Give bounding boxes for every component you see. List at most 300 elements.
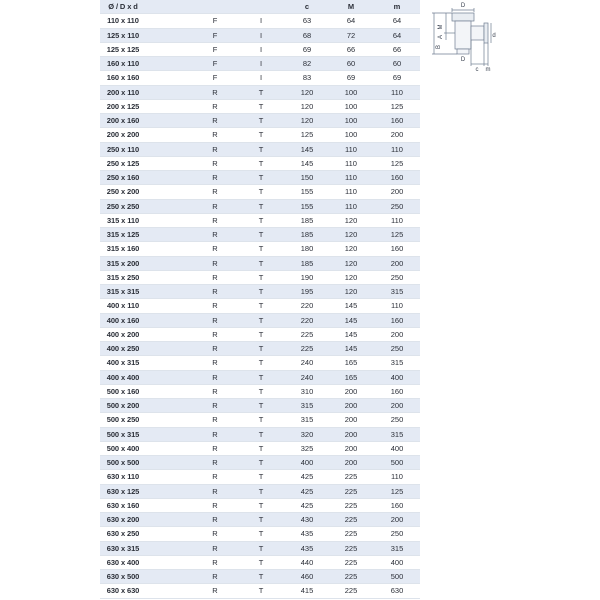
- form-code-cell: T: [258, 358, 264, 368]
- c-value-cell: 195: [300, 287, 314, 296]
- table-row: [100, 143, 420, 157]
- table-row: [100, 314, 420, 328]
- size-cell: 200 x 200: [106, 130, 140, 140]
- c-value-cell: 240: [300, 358, 314, 368]
- big-m-value-cell: 225: [344, 472, 358, 482]
- type-code-cell: R: [212, 173, 218, 182]
- tee-fitting-diagram: [426, 0, 500, 76]
- label-b: B: [436, 44, 442, 50]
- form-code-cell: T: [258, 173, 264, 182]
- table-row: [100, 371, 420, 385]
- size-cell: 500 x 400: [106, 443, 140, 453]
- type-code-cell: R: [212, 515, 218, 524]
- table-row: [100, 200, 420, 214]
- c-value-cell: 430: [300, 515, 314, 524]
- c-value-cell: 435: [300, 529, 314, 539]
- small-m-value-cell: 400: [390, 372, 404, 382]
- form-code-cell: T: [258, 287, 264, 296]
- big-m-value-cell: 200: [344, 429, 358, 439]
- label-small-m: m: [485, 67, 491, 73]
- label-small-d: d: [492, 33, 496, 39]
- table-row: [100, 171, 420, 185]
- form-code-cell: T: [258, 429, 264, 439]
- type-code-cell: R: [212, 315, 218, 325]
- big-m-value-cell: 120: [344, 244, 358, 254]
- small-m-value-cell: 160: [390, 386, 404, 396]
- table-row: [100, 214, 420, 228]
- small-m-value-cell: 110: [391, 87, 403, 97]
- form-code-cell: T: [258, 201, 264, 211]
- big-m-value-cell: 110: [345, 173, 357, 182]
- type-code-cell: R: [212, 329, 218, 339]
- size-cell: 200 x 110: [106, 87, 140, 97]
- size-cell: 315 x 250: [106, 272, 140, 282]
- form-code-cell: T: [258, 101, 264, 111]
- bottom-spigot-outline: [457, 49, 469, 54]
- c-value-cell: 155: [300, 201, 314, 211]
- c-value-cell: 69: [302, 44, 312, 54]
- size-cell: 630 x 500: [106, 572, 140, 581]
- big-m-value-cell: 110: [345, 187, 357, 197]
- small-m-header: m: [393, 2, 401, 11]
- form-code-cell: T: [258, 130, 264, 140]
- type-code-cell: F: [212, 44, 218, 54]
- form-code-cell: T: [258, 543, 264, 553]
- c-value-cell: 190: [300, 272, 314, 282]
- size-cell: 315 x 110: [106, 215, 140, 225]
- type-code-cell: R: [212, 287, 218, 296]
- small-m-value-cell: 500: [390, 458, 404, 467]
- branch-socket-outline: [484, 23, 488, 43]
- form-code-cell: T: [258, 401, 264, 410]
- big-m-value-cell: 225: [344, 586, 358, 596]
- small-m-value-cell: 315: [390, 543, 404, 553]
- type-code-cell: R: [212, 415, 218, 425]
- c-value-cell: 145: [300, 144, 314, 154]
- size-cell: 250 x 200: [106, 187, 140, 197]
- small-m-value-cell: 160: [390, 244, 404, 254]
- small-m-value-cell: 110: [391, 472, 403, 482]
- size-cell: 250 x 250: [106, 201, 140, 211]
- size-cell: 315 x 200: [106, 258, 140, 268]
- size-cell: 630 x 315: [106, 543, 140, 553]
- size-cell: 400 x 315: [106, 358, 140, 368]
- big-m-value-cell: 64: [346, 16, 356, 26]
- form-code-cell: T: [258, 486, 264, 496]
- c-value-cell: 120: [300, 87, 314, 97]
- table-row: [100, 428, 420, 442]
- size-cell: 125 x 125: [106, 44, 140, 54]
- size-cell: 125 x 110: [106, 30, 140, 40]
- big-m-value-cell: 100: [344, 87, 358, 97]
- table-row: [100, 470, 420, 484]
- small-m-value-cell: 160: [390, 116, 404, 125]
- type-code-cell: R: [212, 586, 218, 596]
- type-code-cell: R: [212, 187, 218, 197]
- table-row: [100, 185, 420, 199]
- table-header-row: [100, 0, 420, 14]
- label-c: c: [475, 67, 479, 73]
- small-m-value-cell: 125: [390, 230, 404, 239]
- form-code-cell: T: [258, 329, 264, 339]
- big-m-value-cell: 66: [346, 44, 356, 54]
- table-row: [100, 385, 420, 399]
- big-m-value-cell: 200: [344, 458, 358, 467]
- table-row: [100, 100, 420, 114]
- type-code-cell: R: [212, 543, 218, 553]
- c-value-cell: 240: [300, 372, 314, 382]
- c-value-cell: 83: [302, 73, 312, 83]
- size-cell: 630 x 250: [106, 529, 140, 539]
- size-cell: 630 x 110: [106, 472, 140, 482]
- size-cell: 400 x 200: [106, 329, 140, 339]
- small-m-value-cell: 69: [392, 73, 402, 83]
- form-code-cell: T: [258, 372, 264, 382]
- type-code-cell: R: [212, 272, 218, 282]
- big-m-value-cell: 100: [344, 101, 358, 111]
- big-m-value-cell: 225: [344, 572, 358, 581]
- type-code-cell: R: [212, 401, 218, 410]
- form-code-cell: T: [258, 529, 264, 539]
- type-code-cell: R: [212, 215, 218, 225]
- type-code-cell: F: [212, 30, 218, 40]
- big-m-value-cell: 145: [344, 329, 358, 339]
- small-m-value-cell: 630: [390, 586, 404, 596]
- size-cell: 200 x 160: [106, 116, 140, 125]
- size-cell: 630 x 125: [106, 486, 140, 496]
- big-m-value-cell: 120: [344, 215, 358, 225]
- label-m: M: [438, 24, 444, 30]
- c-value-cell: 125: [300, 130, 314, 140]
- table-row: [100, 257, 420, 271]
- small-m-value-cell: 500: [390, 572, 404, 581]
- table-row: [100, 128, 420, 142]
- small-m-value-cell: 160: [390, 315, 404, 325]
- table-row: [100, 299, 420, 313]
- form-code-cell: T: [258, 158, 264, 168]
- size-cell: 160 x 110: [106, 59, 140, 68]
- type-code-cell: R: [212, 386, 218, 396]
- form-code-cell: T: [258, 515, 264, 524]
- form-code-cell: T: [258, 557, 264, 567]
- small-m-value-cell: 250: [390, 415, 404, 425]
- size-cell: 315 x 160: [106, 244, 140, 254]
- small-m-value-cell: 64: [392, 16, 402, 26]
- size-cell: 500 x 160: [106, 386, 140, 396]
- c-value-cell: 185: [300, 215, 314, 225]
- body-outline: [455, 21, 471, 49]
- dimension-table: [100, 0, 420, 599]
- small-m-value-cell: 250: [390, 529, 404, 539]
- c-value-cell: 185: [300, 230, 314, 239]
- small-m-value-cell: 66: [392, 44, 402, 54]
- c-value-cell: 120: [300, 101, 314, 111]
- small-m-value-cell: 125: [390, 101, 404, 111]
- big-m-value-cell: 200: [344, 401, 358, 410]
- size-cell: 630 x 630: [106, 586, 140, 596]
- big-m-value-cell: 110: [345, 158, 357, 168]
- table-row: [100, 157, 420, 171]
- big-m-value-cell: 120: [344, 272, 358, 282]
- table-row: [100, 71, 420, 85]
- table-row: [100, 328, 420, 342]
- size-cell: 315 x 125: [106, 230, 140, 239]
- c-value-cell: 68: [302, 30, 312, 40]
- big-m-value-cell: 69: [346, 73, 356, 83]
- big-m-value-cell: 60: [346, 59, 356, 68]
- type-code-cell: F: [212, 59, 218, 68]
- table-row: [100, 570, 420, 584]
- small-m-value-cell: 110: [391, 144, 403, 154]
- c-value-cell: 220: [300, 315, 314, 325]
- form-code-cell: T: [258, 572, 264, 581]
- table-row: [100, 285, 420, 299]
- size-cell: 630 x 400: [106, 557, 140, 567]
- small-m-value-cell: 315: [390, 287, 404, 296]
- big-m-value-cell: 145: [344, 301, 358, 311]
- label-top-d: D: [460, 3, 466, 9]
- size-cell: 500 x 250: [106, 415, 140, 425]
- small-m-value-cell: 64: [392, 30, 402, 40]
- big-m-value-cell: 145: [344, 315, 358, 325]
- table-row: [100, 342, 420, 356]
- form-code-cell: I: [259, 16, 263, 26]
- type-code-cell: R: [212, 116, 218, 125]
- c-value-cell: 180: [300, 244, 314, 254]
- size-cell: 400 x 160: [106, 315, 140, 325]
- small-m-value-cell: 250: [390, 344, 404, 353]
- big-m-value-cell: 225: [344, 557, 358, 567]
- c-value-cell: 425: [300, 486, 314, 496]
- c-value-cell: 425: [300, 500, 314, 510]
- form-code-cell: T: [258, 272, 264, 282]
- small-m-value-cell: 200: [390, 329, 404, 339]
- big-m-value-cell: 200: [344, 415, 358, 425]
- form-code-cell: T: [258, 230, 264, 239]
- size-cell: 400 x 400: [106, 372, 140, 382]
- type-code-cell: R: [212, 130, 218, 140]
- top-socket-outline: [452, 13, 474, 21]
- small-m-value-cell: 400: [390, 443, 404, 453]
- size-cell: 110 x 110: [107, 16, 139, 26]
- type-code-cell: R: [212, 244, 218, 254]
- big-m-value-cell: 225: [344, 529, 358, 539]
- big-m-value-cell: 225: [344, 500, 358, 510]
- c-value-cell: 320: [300, 429, 314, 439]
- size-cell: 315 x 315: [106, 287, 140, 296]
- c-value-cell: 155: [300, 187, 314, 197]
- label-bottom-d: D: [460, 57, 466, 63]
- type-code-cell: R: [212, 572, 218, 581]
- big-m-value-cell: 225: [344, 543, 358, 553]
- form-code-cell: T: [258, 144, 264, 154]
- size-header: Ø / D x d: [108, 2, 138, 11]
- size-cell: 400 x 110: [106, 301, 140, 311]
- form-code-cell: T: [258, 215, 264, 225]
- c-value-cell: 120: [300, 116, 314, 125]
- form-code-cell: T: [258, 458, 264, 467]
- table-row: [100, 456, 420, 470]
- table-row: [100, 57, 420, 71]
- small-m-value-cell: 250: [390, 272, 404, 282]
- table-row: [100, 86, 420, 100]
- table-row: [100, 228, 420, 242]
- type-code-cell: R: [212, 443, 218, 453]
- size-cell: 500 x 315: [106, 429, 140, 439]
- c-value-cell: 150: [300, 173, 314, 182]
- small-m-value-cell: 250: [390, 201, 404, 211]
- table-row: [100, 242, 420, 256]
- type-code-cell: F: [212, 16, 218, 26]
- table-row: [100, 499, 420, 513]
- type-code-cell: R: [212, 201, 218, 211]
- big-m-value-cell: 120: [344, 230, 358, 239]
- small-m-value-cell: 315: [390, 358, 404, 368]
- big-m-value-cell: 100: [344, 116, 358, 125]
- type-code-cell: R: [212, 429, 218, 439]
- small-m-value-cell: 315: [390, 429, 404, 439]
- type-code-cell: R: [212, 500, 218, 510]
- type-code-cell: R: [212, 301, 218, 311]
- form-code-cell: T: [258, 187, 264, 197]
- form-code-cell: T: [258, 415, 264, 425]
- form-code-cell: T: [258, 301, 264, 311]
- c-value-cell: 145: [300, 158, 314, 168]
- type-code-cell: R: [212, 472, 218, 482]
- c-value-cell: 225: [300, 344, 314, 353]
- table-row: [100, 29, 420, 43]
- big-m-value-cell: 72: [346, 30, 356, 40]
- big-m-value-cell: 120: [344, 258, 358, 268]
- type-code-cell: R: [212, 158, 218, 168]
- c-value-cell: 225: [300, 329, 314, 339]
- big-m-value-cell: 120: [344, 287, 358, 296]
- size-cell: 250 x 110: [106, 144, 140, 154]
- table-row: [100, 399, 420, 413]
- small-m-value-cell: 200: [390, 515, 404, 524]
- size-cell: 630 x 200: [106, 515, 140, 524]
- table-row: [100, 556, 420, 570]
- table-row: [100, 485, 420, 499]
- form-code-cell: I: [259, 73, 263, 83]
- table-row: [100, 542, 420, 556]
- big-m-value-cell: 225: [344, 515, 358, 524]
- size-cell: 500 x 500: [106, 458, 140, 467]
- type-code-cell: R: [212, 87, 218, 97]
- form-code-cell: T: [258, 244, 264, 254]
- label-a: A: [438, 34, 444, 40]
- size-cell: 200 x 125: [106, 101, 140, 111]
- form-code-cell: T: [258, 344, 264, 353]
- type-code-cell: R: [212, 344, 218, 353]
- type-code-cell: F: [212, 73, 218, 83]
- form-code-cell: T: [258, 315, 264, 325]
- table-row: [100, 114, 420, 128]
- c-value-cell: 315: [300, 401, 314, 410]
- small-m-value-cell: 125: [390, 486, 404, 496]
- c-value-cell: 415: [300, 586, 314, 596]
- c-value-cell: 435: [300, 543, 314, 553]
- form-code-cell: I: [259, 44, 263, 54]
- small-m-value-cell: 160: [390, 500, 404, 510]
- size-cell: 400 x 250: [106, 344, 140, 353]
- small-m-value-cell: 200: [390, 401, 404, 410]
- branch-outline: [471, 26, 484, 40]
- table-row: [100, 527, 420, 541]
- table-row: [100, 442, 420, 456]
- form-code-cell: T: [258, 443, 264, 453]
- big-m-value-cell: 225: [344, 486, 358, 496]
- small-m-value-cell: 200: [390, 187, 404, 197]
- big-m-value-cell: 110: [345, 201, 357, 211]
- big-m-header: M: [347, 2, 355, 11]
- c-value-cell: 82: [302, 59, 312, 68]
- c-header: c: [304, 2, 310, 11]
- size-cell: 250 x 160: [106, 173, 140, 182]
- c-value-cell: 400: [300, 458, 314, 467]
- type-code-cell: R: [212, 529, 218, 539]
- form-code-cell: I: [259, 59, 263, 68]
- big-m-value-cell: 165: [344, 372, 358, 382]
- type-code-cell: R: [212, 101, 218, 111]
- big-m-value-cell: 165: [344, 358, 358, 368]
- c-value-cell: 425: [300, 472, 314, 482]
- form-code-cell: T: [258, 386, 264, 396]
- type-code-cell: R: [212, 144, 218, 154]
- size-cell: 630 x 160: [106, 500, 140, 510]
- table-row: [100, 413, 420, 427]
- big-m-value-cell: 145: [344, 344, 358, 353]
- table-row: [100, 271, 420, 285]
- form-code-cell: T: [258, 472, 264, 482]
- c-value-cell: 185: [300, 258, 314, 268]
- big-m-value-cell: 200: [344, 443, 358, 453]
- c-value-cell: 220: [300, 301, 314, 311]
- form-code-cell: T: [258, 258, 264, 268]
- size-cell: 250 x 125: [106, 158, 140, 168]
- small-m-value-cell: 400: [390, 557, 404, 567]
- c-value-cell: 460: [300, 572, 314, 581]
- type-code-cell: R: [212, 358, 218, 368]
- table-row: [100, 43, 420, 57]
- type-code-cell: R: [212, 372, 218, 382]
- table-row: [100, 584, 420, 598]
- type-code-cell: R: [212, 230, 218, 239]
- small-m-value-cell: 160: [390, 173, 404, 182]
- form-code-cell: T: [258, 500, 264, 510]
- type-code-cell: R: [212, 486, 218, 496]
- type-code-cell: R: [212, 557, 218, 567]
- table-row: [100, 14, 420, 28]
- c-value-cell: 63: [302, 16, 312, 26]
- size-cell: 500 x 200: [106, 401, 140, 410]
- form-code-cell: T: [258, 586, 264, 596]
- form-code-cell: T: [258, 87, 264, 97]
- small-m-value-cell: 110: [391, 215, 403, 225]
- big-m-value-cell: 200: [344, 386, 358, 396]
- form-code-cell: I: [259, 30, 263, 40]
- table-row: [100, 356, 420, 370]
- type-code-cell: R: [212, 258, 218, 268]
- big-m-value-cell: 110: [345, 144, 357, 154]
- c-value-cell: 440: [300, 557, 314, 567]
- c-value-cell: 310: [300, 386, 314, 396]
- c-value-cell: 315: [300, 415, 314, 425]
- small-m-value-cell: 200: [390, 130, 404, 140]
- form-code-cell: T: [258, 116, 264, 125]
- size-cell: 160 x 160: [106, 73, 140, 83]
- big-m-value-cell: 100: [344, 130, 358, 140]
